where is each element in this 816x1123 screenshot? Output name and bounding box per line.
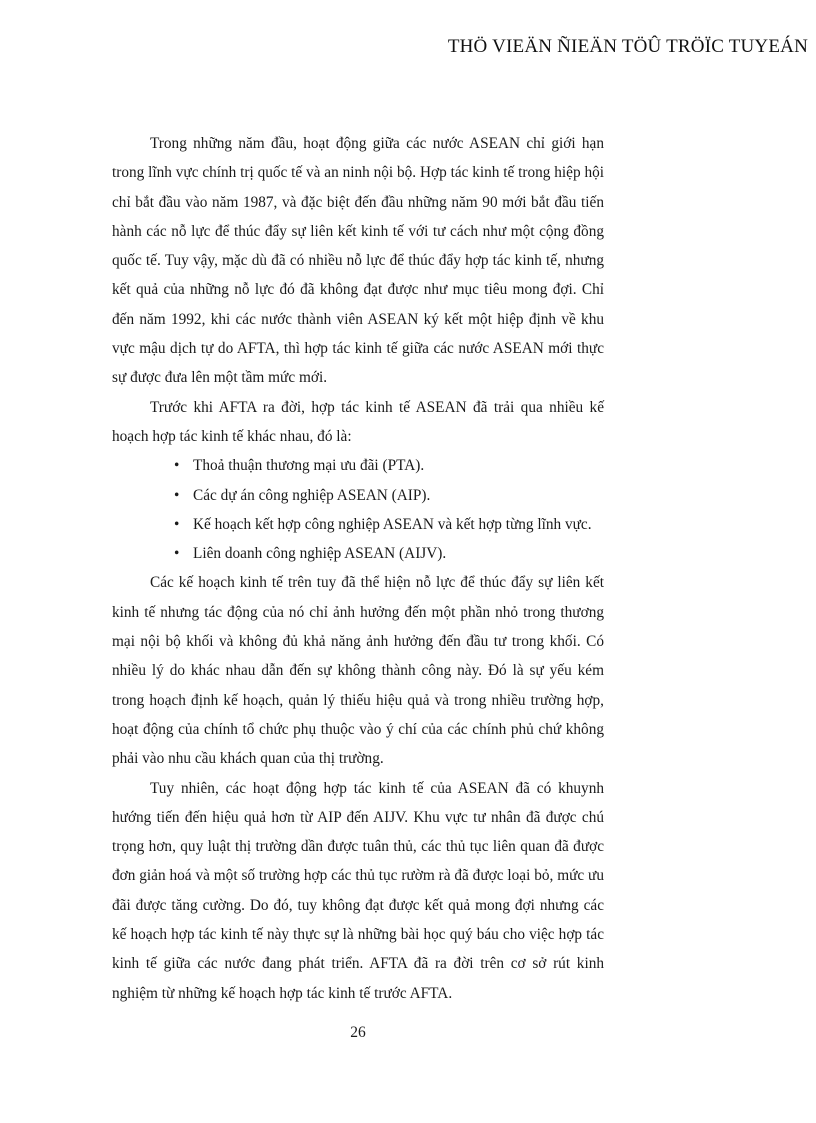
paragraph-4: Tuy nhiên, các hoạt động hợp tác kinh tế của ASEAN đã có khuynh hướng tiến đến hiệu quả hơn từ AIP đến AIJV. Khu vực tư nhân đã được chú trọng hơn, quy luật thị trường dần được tuân thủ, các thủ tục liên quan đã được đơn giản hoá và một số trường hợp các thủ tục rườm rà đã được loại bỏ, mức ưu đãi được tăng cường. Do đó, tuy không đạt được kết quả mong đợi nhưng các kế hoạch hợp tác kinh tế này thực sự là những bài học quý báu cho việc hợp tác kinh tế giữa các nước đang phát triển. AFTA đã ra đời trên cơ sở rút kinh nghiệm từ những kế hoạch hợp tác kinh tế trước AFTA. xyxy=(112,779,604,1002)
list-item xyxy=(112,481,604,510)
bullet-icon: • xyxy=(174,545,180,563)
list-item xyxy=(112,451,604,480)
list-item-text: Kế hoạch kết hợp công nghiệp ASEAN và kết hợp từng lĩnh vực. xyxy=(193,515,592,533)
list-item xyxy=(112,510,604,539)
paragraph-3: Các kế hoạch kinh tế trên tuy đã thể hiện nỗ lực để thúc đẩy sự liên kết kinh tế nhưng tác động của nó chỉ ảnh hưởng đến một phần nhỏ trong thương mại nội bộ khối và không đủ khả năng ảnh hưởng đến đầu tư trong khối. Có nhiều lý do khác nhau dẫn đến sự không thành công này. Đó là sự yếu kém trong hoạch định kế hoạch, quản lý thiếu hiệu quả và trong nhiều trường hợp, hoạt động của chính tổ chức phụ thuộc vào ý chí của các chính phủ chứ không phải vào nhu cầu khách quan của thị trường. xyxy=(112,574,604,768)
bullet-list xyxy=(112,451,604,568)
bullet-icon: • xyxy=(174,515,180,533)
list-item-text: Thoả thuận thương mại ưu đãi (PTA). xyxy=(193,457,425,475)
paragraph-2: Trước khi AFTA ra đời, hợp tác kinh tế ASEAN đã trải qua nhiều kế hoạch hợp tác kinh tế khác nhau, đó là: xyxy=(112,398,604,445)
list-item-text: Liên doanh công nghiệp ASEAN (AIJV). xyxy=(193,545,447,563)
list-item xyxy=(112,539,604,568)
bullet-icon: • xyxy=(174,457,180,475)
document-body xyxy=(112,129,604,1008)
paragraph-1: Trong những năm đầu, hoạt động giữa các nước ASEAN chỉ giới hạn trong lĩnh vực chính trị quốc tế và an ninh nội bộ. Hợp tác kinh tế trong hiệp hội chỉ bắt đầu vào năm 1987, và đặc biệt đến đầu những năm 90 mới bắt đầu tiến hành các nỗ lực để thúc đẩy sự liên kết kinh tế với tư cách như một cộng đồng quốc tế. Tuy vậy, mặc dù đã có nhiều nỗ lực để thúc đẩy hợp tác kinh tế, nhưng kết quả của những nỗ lực đó đã không đạt được như mục tiêu mong đợi. Chỉ đến năm 1992, khi các nước thành viên ASEAN ký kết một hiệp định về khu vực mậu dịch tự do AFTA, thì hợp tác kinh tế giữa các nước ASEAN mới thực sự được đưa lên một tầm mức mới. xyxy=(112,135,604,387)
page-number: 26 xyxy=(350,1024,366,1041)
list-item-text: Các dự án công nghiệp ASEAN (AIP). xyxy=(193,486,431,504)
page-header-title: THÖ VIEÄN ÑIEÄN TÖÛ TRÖÏC TUYEÁN xyxy=(447,36,808,57)
bullet-icon: • xyxy=(174,486,180,504)
